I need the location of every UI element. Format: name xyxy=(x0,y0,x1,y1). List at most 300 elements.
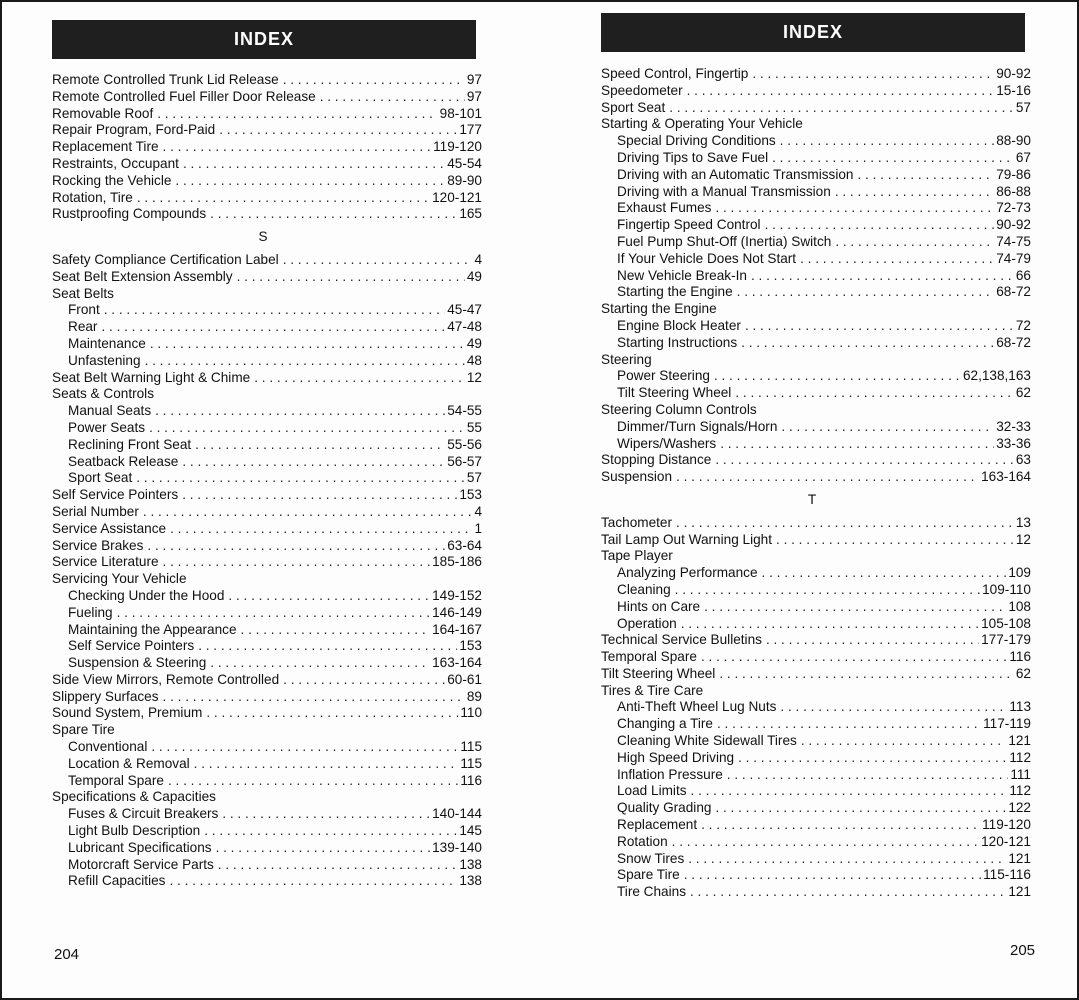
index-entry xyxy=(52,156,482,173)
dot-leader xyxy=(762,565,1007,582)
entry-page-ref: 97 xyxy=(466,88,482,104)
entry-label: Reclining Front Seat xyxy=(68,436,192,452)
entry-page-ref: 115-116 xyxy=(983,867,1031,883)
dot-leader xyxy=(241,622,431,639)
index-entry xyxy=(52,689,482,706)
entry-page-ref: 88-90 xyxy=(996,133,1031,149)
dot-leader xyxy=(720,436,994,453)
entry-page-ref: 48 xyxy=(466,352,482,368)
index-subentry xyxy=(52,420,482,437)
entry-page-ref: 12 xyxy=(466,369,482,385)
entry-page-ref: 67 xyxy=(1015,149,1031,165)
entry-page-ref: 109 xyxy=(1008,565,1031,581)
entry-page-ref: 163-164 xyxy=(432,655,482,671)
dot-leader xyxy=(676,515,1014,532)
dot-leader xyxy=(204,823,457,840)
entry-page-ref: 116 xyxy=(460,772,482,788)
index-subentry xyxy=(52,823,482,840)
index-entry xyxy=(52,504,482,521)
index-entry xyxy=(52,269,482,286)
entry-label: Motorcraft Service Parts xyxy=(68,856,214,872)
entry-label: Light Bulb Description xyxy=(68,823,201,839)
index-entry xyxy=(601,632,1031,649)
dot-leader xyxy=(175,173,445,190)
entry-label: Starting Instructions xyxy=(617,334,738,350)
index-heading: Tape Player xyxy=(601,548,673,564)
dot-leader xyxy=(237,269,465,286)
entry-page-ref: 68-72 xyxy=(996,334,1031,350)
dot-leader xyxy=(801,733,1006,750)
index-entry xyxy=(601,666,1031,683)
entry-label: Maintenance xyxy=(68,335,146,351)
dot-leader xyxy=(715,800,1006,817)
index-entry xyxy=(601,515,1031,532)
dot-leader xyxy=(781,419,994,436)
dot-leader xyxy=(145,353,465,370)
entry-page-ref: 90-92 xyxy=(996,217,1031,233)
dot-leader xyxy=(136,470,465,487)
entry-page-ref: 57 xyxy=(466,470,482,486)
entry-page-ref: 138 xyxy=(459,873,482,889)
index-entry xyxy=(52,106,482,123)
entry-page-ref: 164-167 xyxy=(432,621,482,637)
dot-leader xyxy=(163,554,431,571)
entry-page-ref: 12 xyxy=(1015,531,1031,547)
index-subentry xyxy=(601,834,1031,851)
index-heading: Starting the Engine xyxy=(601,301,717,317)
entry-page-ref: 49 xyxy=(466,335,482,351)
entry-label: Speed Control, Fingertip xyxy=(601,66,749,81)
entry-label: New Vehicle Break-In xyxy=(617,267,747,283)
dot-leader xyxy=(738,750,1007,767)
entry-label: Repair Program, Ford-Paid xyxy=(52,122,216,138)
entry-label: Tachometer xyxy=(601,514,673,530)
entry-page-ref: 153 xyxy=(459,638,482,654)
entry-page-ref: 55 xyxy=(466,419,482,435)
entry-label: Sport Seat xyxy=(68,470,133,486)
index-subentry xyxy=(52,353,482,370)
entry-page-ref: 109-110 xyxy=(982,581,1031,597)
index-entry xyxy=(601,532,1031,549)
section-letter: T xyxy=(807,491,817,507)
index-entry xyxy=(52,705,482,722)
index-entry xyxy=(52,173,482,190)
index-banner-left: INDEX xyxy=(52,20,476,59)
dot-leader xyxy=(149,420,465,437)
dot-leader xyxy=(800,251,994,268)
entry-page-ref: 89 xyxy=(466,688,482,704)
dot-leader xyxy=(170,521,472,538)
entry-page-ref: 47-48 xyxy=(447,319,482,335)
right-index-list xyxy=(601,66,1031,901)
entry-label: Lubricant Specifications xyxy=(68,839,212,855)
entry-label: Power Steering xyxy=(617,368,710,384)
entry-label: Self Service Pointers xyxy=(52,487,179,503)
index-subentry xyxy=(601,268,1031,285)
entry-label: Temporal Spare xyxy=(68,772,164,788)
entry-page-ref: 13 xyxy=(1015,514,1031,530)
dot-leader xyxy=(137,190,430,207)
dot-leader xyxy=(157,106,437,123)
entry-page-ref: 116 xyxy=(1009,649,1031,665)
dot-leader xyxy=(691,783,1008,800)
entry-page-ref: 68-72 xyxy=(996,284,1031,300)
index-subentry xyxy=(601,783,1031,800)
index-entry xyxy=(52,206,482,223)
entry-label: Hints on Care xyxy=(617,598,701,614)
dot-leader xyxy=(104,302,445,319)
index-entry xyxy=(52,521,482,538)
dot-leader xyxy=(765,217,995,234)
index-subentry xyxy=(601,884,1031,901)
entry-page-ref: 90-92 xyxy=(996,66,1031,81)
index-heading: Seat Belts xyxy=(52,285,114,301)
index-entry xyxy=(601,452,1031,469)
entry-label: Engine Block Heater xyxy=(617,317,741,333)
entry-label: Cleaning White Sidewall Tires xyxy=(617,733,797,749)
index-subentry xyxy=(601,582,1031,599)
entry-page-ref: 119-120 xyxy=(433,139,482,155)
entry-label: Sound System, Premium xyxy=(52,705,203,721)
dot-leader xyxy=(681,616,979,633)
dot-leader xyxy=(835,234,994,251)
index-entry xyxy=(52,122,482,139)
entry-label: Checking Under the Hood xyxy=(68,587,225,603)
entry-label: Temporal Spare xyxy=(601,649,697,665)
index-entry xyxy=(601,83,1031,100)
dot-leader xyxy=(776,532,1014,549)
dot-leader xyxy=(283,72,465,89)
entry-page-ref: 149-152 xyxy=(432,587,482,603)
page-number-right: 205 xyxy=(1010,942,1036,959)
entry-page-ref: 54-55 xyxy=(447,403,482,419)
entry-label: Service Brakes xyxy=(52,537,144,553)
index-subentry xyxy=(601,599,1031,616)
entry-page-ref: 4 xyxy=(474,251,482,267)
index-heading: Spare Tire xyxy=(52,722,115,738)
index-subentry xyxy=(601,150,1031,167)
entry-page-ref: 97 xyxy=(466,72,482,87)
index-subentry xyxy=(601,234,1031,251)
entry-page-ref: 165 xyxy=(459,206,482,222)
entry-page-ref: 79-86 xyxy=(996,166,1031,182)
dot-leader xyxy=(735,385,1014,402)
dot-leader xyxy=(835,184,994,201)
index-entry xyxy=(52,252,482,269)
index-entry xyxy=(52,139,482,156)
entry-page-ref: 146-149 xyxy=(432,604,482,620)
index-heading: Starting & Operating Your Vehicle xyxy=(601,116,803,132)
entry-page-ref: 72-73 xyxy=(996,200,1031,216)
entry-page-ref: 89-90 xyxy=(447,172,482,188)
dot-leader xyxy=(219,122,457,139)
entry-label: Remote Controlled Trunk Lid Release xyxy=(52,72,279,87)
entry-page-ref: 110 xyxy=(460,705,482,721)
entry-label: Front xyxy=(68,302,100,318)
entry-page-ref: 138 xyxy=(459,856,482,872)
index-subentry xyxy=(52,638,482,655)
entry-page-ref: 153 xyxy=(459,487,482,503)
index-subentry xyxy=(601,385,1031,402)
entry-label: Location & Removal xyxy=(68,755,190,771)
dot-leader xyxy=(117,605,431,622)
index-entry xyxy=(52,72,482,89)
index-subentry xyxy=(52,840,482,857)
entry-label: Cleaning xyxy=(617,581,671,597)
dot-leader xyxy=(675,582,980,599)
entry-page-ref: 121 xyxy=(1008,884,1031,900)
dot-leader xyxy=(182,454,445,471)
entry-page-ref: 62 xyxy=(1015,385,1031,401)
index-heading: Steering Column Controls xyxy=(601,401,757,417)
index-heading: Servicing Your Vehicle xyxy=(52,571,187,587)
index-entry xyxy=(52,190,482,207)
entry-label: Driving with a Manual Transmission xyxy=(617,183,831,199)
entry-page-ref: 60-61 xyxy=(447,671,482,687)
entry-label: Service Literature xyxy=(52,554,159,570)
entry-page-ref: 121 xyxy=(1008,850,1031,866)
entry-page-ref: 145 xyxy=(459,823,482,839)
index-subentry xyxy=(601,419,1031,436)
entry-label: Sport Seat xyxy=(601,99,666,115)
dot-leader xyxy=(182,487,457,504)
entry-page-ref: 63-64 xyxy=(447,537,482,553)
entry-page-ref: 49 xyxy=(466,268,482,284)
entry-label: Inflation Pressure xyxy=(617,766,723,782)
index-heading: Specifications & Capacities xyxy=(52,789,216,805)
entry-label: Anti-Theft Wheel Lug Nuts xyxy=(617,699,777,715)
index-subentry xyxy=(52,873,482,890)
index-entry xyxy=(52,554,482,571)
index-subentry xyxy=(601,716,1031,733)
entry-page-ref: 112 xyxy=(1009,749,1031,765)
entry-page-ref: 115 xyxy=(460,755,482,771)
index-subentry xyxy=(601,616,1031,633)
entry-label: Side View Mirrors, Remote Controlled xyxy=(52,671,280,687)
entry-page-ref: 15-16 xyxy=(996,82,1031,98)
dot-leader xyxy=(147,538,445,555)
index-subentry xyxy=(52,857,482,874)
entry-label: Suspension xyxy=(601,469,673,485)
dot-leader xyxy=(751,268,1014,285)
right-page xyxy=(601,2,1031,901)
entry-page-ref: 4 xyxy=(474,503,482,519)
entry-label: Safety Compliance Certification Label xyxy=(52,251,279,267)
dot-leader xyxy=(745,318,1014,335)
entry-page-ref: 111 xyxy=(1010,766,1031,782)
index-subentry xyxy=(52,454,482,471)
dot-leader xyxy=(163,689,465,706)
dot-leader xyxy=(210,206,457,223)
dot-leader xyxy=(254,370,465,387)
dot-leader xyxy=(320,89,465,106)
entry-label: Restraints, Occupant xyxy=(52,155,179,171)
dot-leader xyxy=(766,632,979,649)
dot-leader xyxy=(690,884,1006,901)
index-subentry xyxy=(52,302,482,319)
entry-page-ref: 115 xyxy=(460,739,482,755)
entry-page-ref: 86-88 xyxy=(996,183,1031,199)
page-number-left: 204 xyxy=(54,946,80,963)
entry-page-ref: 108 xyxy=(1008,598,1031,614)
entry-label: Tail Lamp Out Warning Light xyxy=(601,531,773,547)
index-entry xyxy=(52,672,482,689)
entry-page-ref: 139-140 xyxy=(432,839,482,855)
dot-leader xyxy=(194,756,459,773)
entry-label: Seat Belt Extension Assembly xyxy=(52,268,233,284)
entry-label: Service Assistance xyxy=(52,520,167,536)
dot-leader xyxy=(283,252,473,269)
entry-page-ref: 55-56 xyxy=(447,436,482,452)
index-subentry xyxy=(52,605,482,622)
dot-leader xyxy=(704,599,1006,616)
index-subentry xyxy=(601,750,1031,767)
entry-label: Snow Tires xyxy=(617,850,685,866)
entry-page-ref: 163-164 xyxy=(981,469,1031,485)
entry-label: Refill Capacities xyxy=(68,873,166,889)
entry-label: Wipers/Washers xyxy=(617,435,717,451)
index-subentry xyxy=(601,167,1031,184)
entry-page-ref: 121 xyxy=(1008,733,1031,749)
index-entry xyxy=(52,89,482,106)
dot-leader xyxy=(168,773,458,790)
index-subentry xyxy=(601,436,1031,453)
entry-label: Maintaining the Appearance xyxy=(68,621,237,637)
index-subentry xyxy=(601,867,1031,884)
entry-label: Fingertip Speed Control xyxy=(617,217,761,233)
entry-label: Driving Tips to Save Fuel xyxy=(617,149,769,165)
dot-leader xyxy=(857,167,994,184)
entry-label: Rotation, Tire xyxy=(52,189,133,205)
dot-leader xyxy=(719,666,1014,683)
entry-page-ref: 33-36 xyxy=(996,435,1031,451)
entry-label: Starting the Engine xyxy=(617,284,733,300)
dot-leader xyxy=(701,817,980,834)
dot-leader xyxy=(688,851,1006,868)
index-subentry xyxy=(601,184,1031,201)
entry-label: Changing a Tire xyxy=(617,716,713,732)
entry-page-ref: 117-119 xyxy=(983,716,1031,732)
index-heading: Steering xyxy=(601,351,652,367)
index-subentry xyxy=(52,588,482,605)
entry-label: High Speed Driving xyxy=(617,749,735,765)
index-banner-right: INDEX xyxy=(601,13,1025,52)
entry-page-ref: 74-79 xyxy=(996,250,1031,266)
entry-label: Self Service Pointers xyxy=(68,638,195,654)
entry-label: Replacement xyxy=(617,817,698,833)
entry-label: Tilt Steering Wheel xyxy=(601,665,716,681)
index-subentry xyxy=(601,733,1031,750)
dot-leader xyxy=(741,335,994,352)
dot-leader xyxy=(222,806,430,823)
entry-page-ref: 63 xyxy=(1015,452,1031,468)
entry-label: Rear xyxy=(68,319,98,335)
entry-page-ref: 120-121 xyxy=(981,833,1031,849)
entry-label: Unfastening xyxy=(68,352,141,368)
index-subentry xyxy=(601,368,1031,385)
entry-label: Analyzing Performance xyxy=(617,565,758,581)
dot-leader xyxy=(714,368,961,385)
index-subentry xyxy=(601,251,1031,268)
entry-page-ref: 122 xyxy=(1008,800,1031,816)
index-entry xyxy=(601,649,1031,666)
entry-label: Rotation xyxy=(617,833,668,849)
dot-leader xyxy=(283,672,445,689)
index-subentry xyxy=(52,437,482,454)
entry-page-ref: 177 xyxy=(459,122,482,138)
entry-label: Power Seats xyxy=(68,419,146,435)
index-subentry xyxy=(52,756,482,773)
entry-label: Manual Seats xyxy=(68,403,152,419)
entry-label: Operation xyxy=(617,615,677,631)
entry-page-ref: 113 xyxy=(1009,699,1031,715)
section-letter: S xyxy=(258,229,268,245)
entry-page-ref: 98-101 xyxy=(439,105,482,121)
index-subentry xyxy=(52,622,482,639)
dot-leader xyxy=(101,319,445,336)
index-subentry xyxy=(601,335,1031,352)
dot-leader xyxy=(151,739,458,756)
entry-page-ref: 56-57 xyxy=(447,453,482,469)
index-subentry xyxy=(601,767,1031,784)
index-subentry xyxy=(601,817,1031,834)
index-subentry xyxy=(601,217,1031,234)
entry-label: Serial Number xyxy=(52,503,139,519)
index-subentry xyxy=(52,806,482,823)
index-subentry xyxy=(601,133,1031,150)
left-index-list xyxy=(52,72,482,890)
dot-leader xyxy=(772,150,1014,167)
entry-page-ref: 74-75 xyxy=(996,233,1031,249)
entry-page-ref: 72 xyxy=(1015,317,1031,333)
dot-leader xyxy=(669,100,1014,117)
index-subentry xyxy=(52,336,482,353)
entry-label: Slippery Surfaces xyxy=(52,688,159,704)
index-entry xyxy=(601,66,1031,83)
entry-label: Fueling xyxy=(68,604,113,620)
dot-leader xyxy=(715,452,1014,469)
entry-label: Tire Chains xyxy=(617,884,686,900)
entry-page-ref: 45-54 xyxy=(447,155,482,171)
entry-page-ref: 1 xyxy=(474,520,482,536)
entry-page-ref: 62 xyxy=(1015,665,1031,681)
index-subentry xyxy=(601,800,1031,817)
dot-leader xyxy=(717,716,981,733)
dot-leader xyxy=(163,139,432,156)
index-entry xyxy=(52,538,482,555)
entry-label: Exhaust Fumes xyxy=(617,200,712,216)
dot-leader xyxy=(780,133,995,150)
entry-label: Dimmer/Turn Signals/Horn xyxy=(617,418,778,434)
dot-leader xyxy=(701,649,1007,666)
index-heading: Seats & Controls xyxy=(52,386,154,402)
dot-leader xyxy=(210,655,430,672)
dot-leader xyxy=(687,83,995,100)
index-entry xyxy=(52,370,482,387)
index-subentry xyxy=(52,319,482,336)
dot-leader xyxy=(143,504,473,521)
entry-label: Technical Service Bulletins xyxy=(601,632,762,648)
index-subentry xyxy=(601,200,1031,217)
index-subentry xyxy=(601,284,1031,301)
entry-label: Speedometer xyxy=(601,82,683,98)
entry-label: Stopping Distance xyxy=(601,452,712,468)
index-subentry xyxy=(52,470,482,487)
dot-leader xyxy=(676,469,979,486)
entry-page-ref: 66 xyxy=(1015,267,1031,283)
entry-page-ref: 140-144 xyxy=(432,806,482,822)
entry-label: Replacement Tire xyxy=(52,139,159,155)
